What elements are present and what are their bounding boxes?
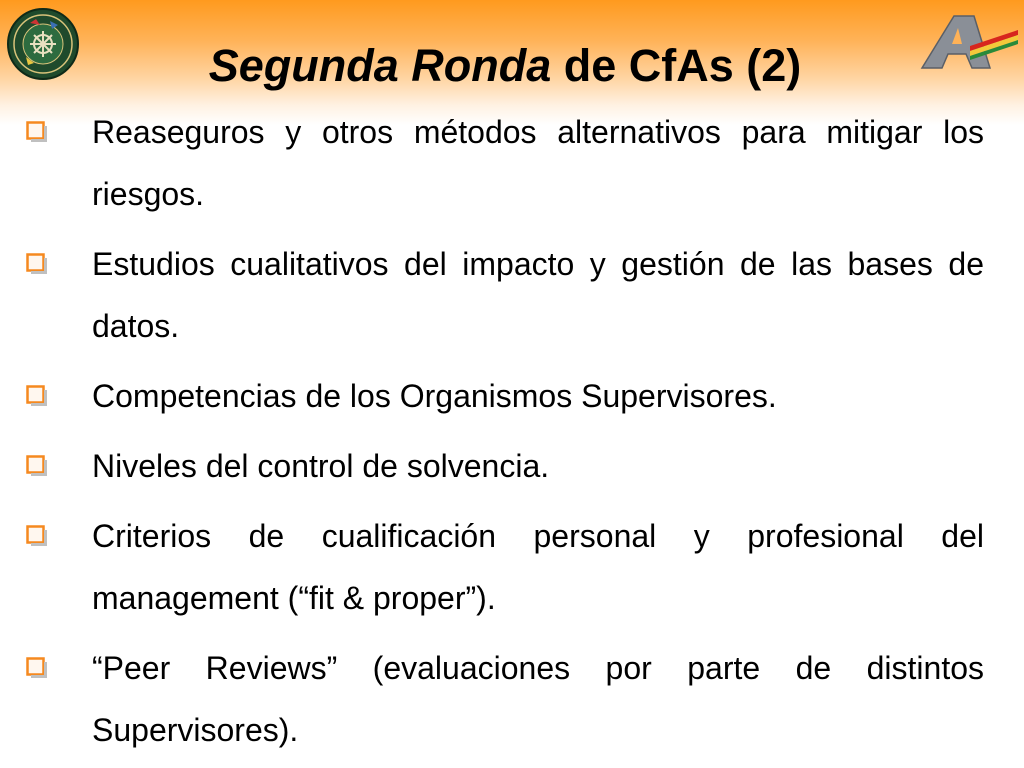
list-item	[26, 365, 984, 427]
bullet-text: Reaseguros y otros métodos alternativos para mitigar los riesgos.	[92, 114, 984, 212]
square-bullet-icon	[26, 455, 48, 477]
square-bullet-icon	[26, 121, 48, 143]
title-rest: de CfAs (2)	[551, 40, 802, 91]
bullet-list	[26, 101, 984, 761]
list-item	[26, 637, 984, 761]
list-item	[26, 505, 984, 629]
list-item	[26, 435, 984, 497]
square-bullet-icon	[26, 657, 48, 679]
bullet-text: Niveles del control de solvencia.	[92, 448, 550, 484]
square-bullet-icon	[26, 253, 48, 275]
bullet-text: Competencias de los Organismos Supervisores.	[92, 378, 777, 414]
square-bullet-icon	[26, 385, 48, 407]
slide-title	[0, 36, 1010, 96]
list-item	[26, 101, 984, 225]
title-italic: Segunda Ronda	[208, 40, 552, 91]
bullet-text: Criterios de cualificación personal y profesional del management (“fit & proper”).	[92, 518, 984, 616]
list-item	[26, 233, 984, 357]
bullet-text: Estudios cualitativos del impacto y gestión de las bases de datos.	[92, 246, 984, 344]
bullet-text: “Peer Reviews” (evaluaciones por parte de distintos Supervisores).	[92, 650, 984, 748]
square-bullet-icon	[26, 525, 48, 547]
